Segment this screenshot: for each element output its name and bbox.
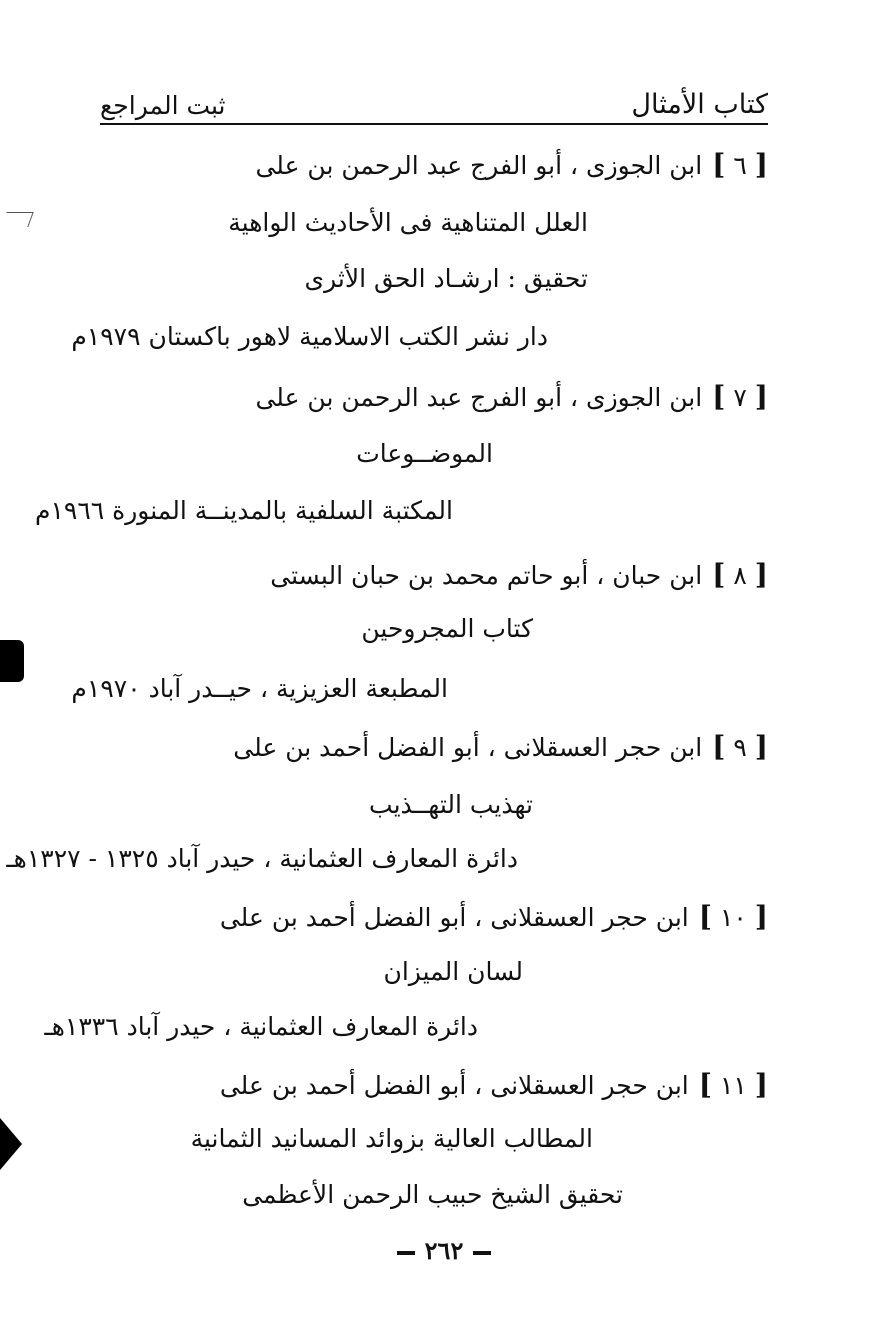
- entry-10-title: لسان الميزان: [383, 957, 523, 986]
- entry-11-editor: تحقيق الشيخ حبيب الرحمن الأعظمى: [242, 1180, 623, 1209]
- entry-11-title: المطالب العالية بزوائد المسانيد الثمانية: [190, 1124, 593, 1153]
- entry-9-number: [ ٩ ]: [712, 730, 768, 763]
- entry-9-author: ابن حجر العسقلانى ، أبو الفضل أحمد بن على: [233, 733, 703, 762]
- entry-6-number: [ ٦ ]: [712, 148, 768, 181]
- entry-7-number: [ ٧ ]: [712, 380, 768, 413]
- binding-mark-lower: [0, 1118, 22, 1170]
- footer-dash-right: [473, 1251, 491, 1255]
- margin-tick-mark: [1, 212, 33, 227]
- running-header: [100, 70, 768, 120]
- page-number: ٢٦٢: [0, 1236, 888, 1265]
- entry-9-publisher: دائرة المعارف العثمانية ، حيدر آباد ١٣٢٥ - ١٣٢٧هـ: [6, 844, 518, 873]
- entry-9-title: تهذيب التهــذيب: [369, 790, 533, 819]
- entry-6-publisher: دار نشر الكتب الاسلامية لاهور باكستان ١٩٧٩م: [71, 322, 548, 351]
- entry-6-title: العلل المتناهية فى الأحاديث الواهية: [228, 208, 588, 237]
- entry-6-author-line: [255, 148, 768, 183]
- book-title: كتاب الأمثال: [631, 89, 768, 120]
- header-rule: [100, 123, 768, 125]
- entry-8-author: ابن حبان ، أبو حاتم محمد بن حبان البستى: [270, 561, 703, 590]
- entry-10-author-line: [220, 900, 768, 935]
- entry-11-author: ابن حجر العسقلانى ، أبو الفضل أحمد بن على: [219, 1071, 689, 1100]
- section-title: ثبت المراجع: [100, 91, 226, 120]
- entry-10-author: ابن حجر العسقلانى ، أبو الفضل أحمد بن على: [219, 903, 689, 932]
- entry-7-author: ابن الجوزى ، أبو الفرج عبد الرحمن بن على: [255, 383, 703, 412]
- entry-10-publisher: دائرة المعارف العثمانية ، حيدر آباد ١٣٣٦هـ: [44, 1012, 478, 1041]
- entry-7-publisher: المكتبة السلفية بالمدينــة المنورة ١٩٦٦م: [34, 496, 453, 525]
- entry-7-title: الموضــوعات: [356, 439, 493, 468]
- entry-10-number: [ ١٠ ]: [698, 900, 768, 933]
- entry-8-publisher: المطبعة العزيزية ، حيــدر آباد ١٩٧٠م: [71, 674, 448, 703]
- footer-dash-left: [397, 1251, 415, 1255]
- entry-6-author: ابن الجوزى ، أبو الفرج عبد الرحمن بن على: [255, 151, 703, 180]
- entry-8-number: [ ٨ ]: [712, 558, 768, 591]
- entry-11-number: [ ١١ ]: [698, 1068, 768, 1101]
- entry-7-author-line: [255, 380, 768, 415]
- entry-8-title: كتاب المجروحين: [361, 614, 533, 643]
- entry-6-editor: تحقيق : ارشـاد الحق الأثرى: [304, 264, 588, 293]
- binding-mark-upper: [0, 640, 24, 682]
- entry-11-author-line: [220, 1068, 768, 1103]
- entry-9-author-line: [233, 730, 768, 765]
- entry-8-author-line: [270, 558, 768, 593]
